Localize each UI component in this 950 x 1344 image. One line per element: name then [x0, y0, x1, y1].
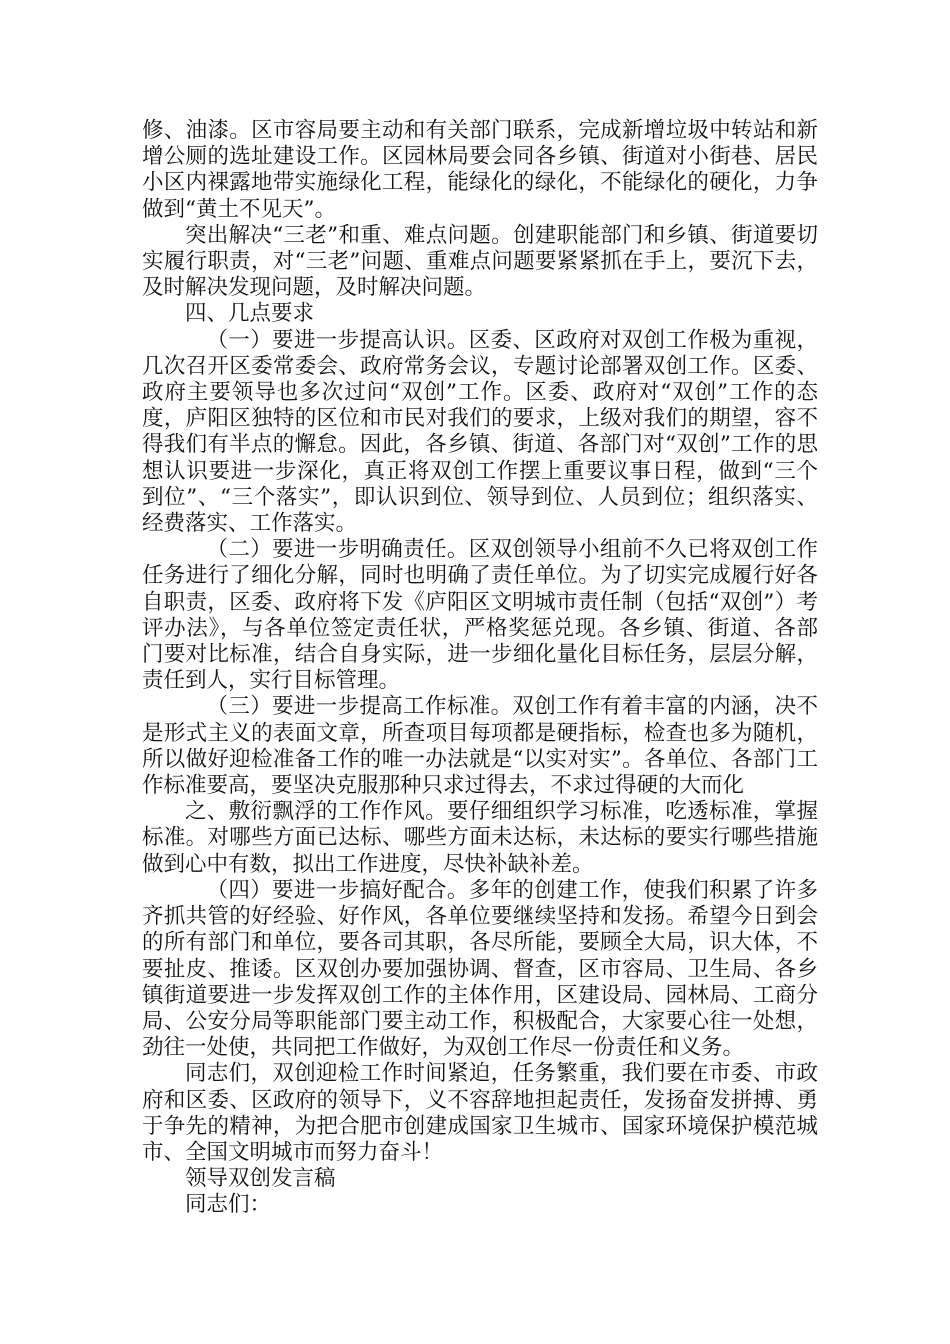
paragraph-requirement-3-continued: 之、敷衍飘浮的工作作风。要仔细组织学习标准，吃透标准，掌握标准。对哪些方面已达标、哪些方面未达标，未达标的要实行哪些措施做到心中有数，拟出工作进度，尽快补缺补差。	[142, 799, 818, 877]
salutation: 同志们：	[185, 1192, 272, 1218]
document-page	[142, 118, 818, 1219]
section-heading: 四、几点要求	[185, 301, 315, 327]
paragraph-requirement-4: （四）要进一步搞好配合。多年的创建工作，使我们积累了许多齐抓共管的好经验、好作风，各单位要继续坚持和发扬。希望今日到会的所有部门和单位，要各司其职，各尽所能，要顾全大局，识大体，不要扯皮、推诿。区双创办要加强协调、督查，区市容局、卫生局、各乡镇街道要进一步发挥双创工作的主体作用，区建设局、园林局、工商分局、公安分局等职能部门要主动工作，积极配合，大家要心往一处想，劲往一处使，共同把工作做好，为双创工作尽一份责任和义务。	[142, 877, 818, 1061]
paragraph-continuation: 修、油漆。区市容局要主动和有关部门联系，完成新增垃圾中转站和新增公厕的选址建设工作。区园林局要会同各乡镇、街道对小街巷、居民小区内裸露地带实施绿化工程，能绿化的绿化，不能绿化的硬化，力争做到“黄土不见天”。	[142, 118, 818, 222]
paragraph-requirement-1: （一）要进一步提高认识。区委、区政府对双创工作极为重视，几次召开区委常委会、政府常务会议，专题讨论部署双创工作。区委、政府主要领导也多次过问“双创”工作。区委、政府对“双创”工作的态度，庐阳区独特的区位和市民对我们的要求，上级对我们的期望，容不得我们有半点的懈怠。因此，各乡镇、街道、各部门对“双创”工作的思想认识要进一步深化，真正将双创工作摆上重要议事日程，做到“三个到位”、“三个落实”，即认识到位、领导到位、人员到位；组织落实、经费落实、工作落实。	[142, 327, 818, 537]
speech-title: 领导双创发言稿	[185, 1166, 336, 1192]
paragraph-key-issues: 突出解决“三老”和重、难点问题。创建职能部门和乡镇、街道要切实履行职责，对“三老”问题、重难点问题要紧紧抓在手上，要沉下去，及时解决发现问题，及时解决问题。	[142, 222, 818, 301]
paragraph-requirement-2: （二）要进一步明确责任。区双创领导小组前不久已将双创工作任务进行了细化分解，同时也明确了责任单位。为了切实完成履行好各自职责，区委、政府将下发《庐阳区文明城市责任制（包括“双创”）考评办法》，与各单位签定责任状，严格奖惩兑现。各乡镇、街道、各部门要对比标准，结合自身实际，进一步细化量化目标任务，层层分解，责任到人，实行目标管理。	[142, 537, 818, 694]
paragraph-closing: 同志们，双创迎检工作时间紧迫，任务繁重，我们要在市委、市政府和区委、区政府的领导下，义不容辞地担起责任，发扬奋发拼搏、勇于争先的精神，为把合肥市创建成国家卫生城市、国家环境保护模范城市、全国文明城市而努力奋斗！	[142, 1061, 818, 1165]
paragraph-requirement-3: （三）要进一步提高工作标准。双创工作有着丰富的内涵，决不是形式主义的表面文章，所查项目每项都是硬指标，检查也多为随机，所以做好迎检准备工作的唯一办法就是“以实对实”。各单位、各部门工作标准要高，要坚决克服那种只求过得去，不求过得硬的大而化	[142, 694, 818, 799]
